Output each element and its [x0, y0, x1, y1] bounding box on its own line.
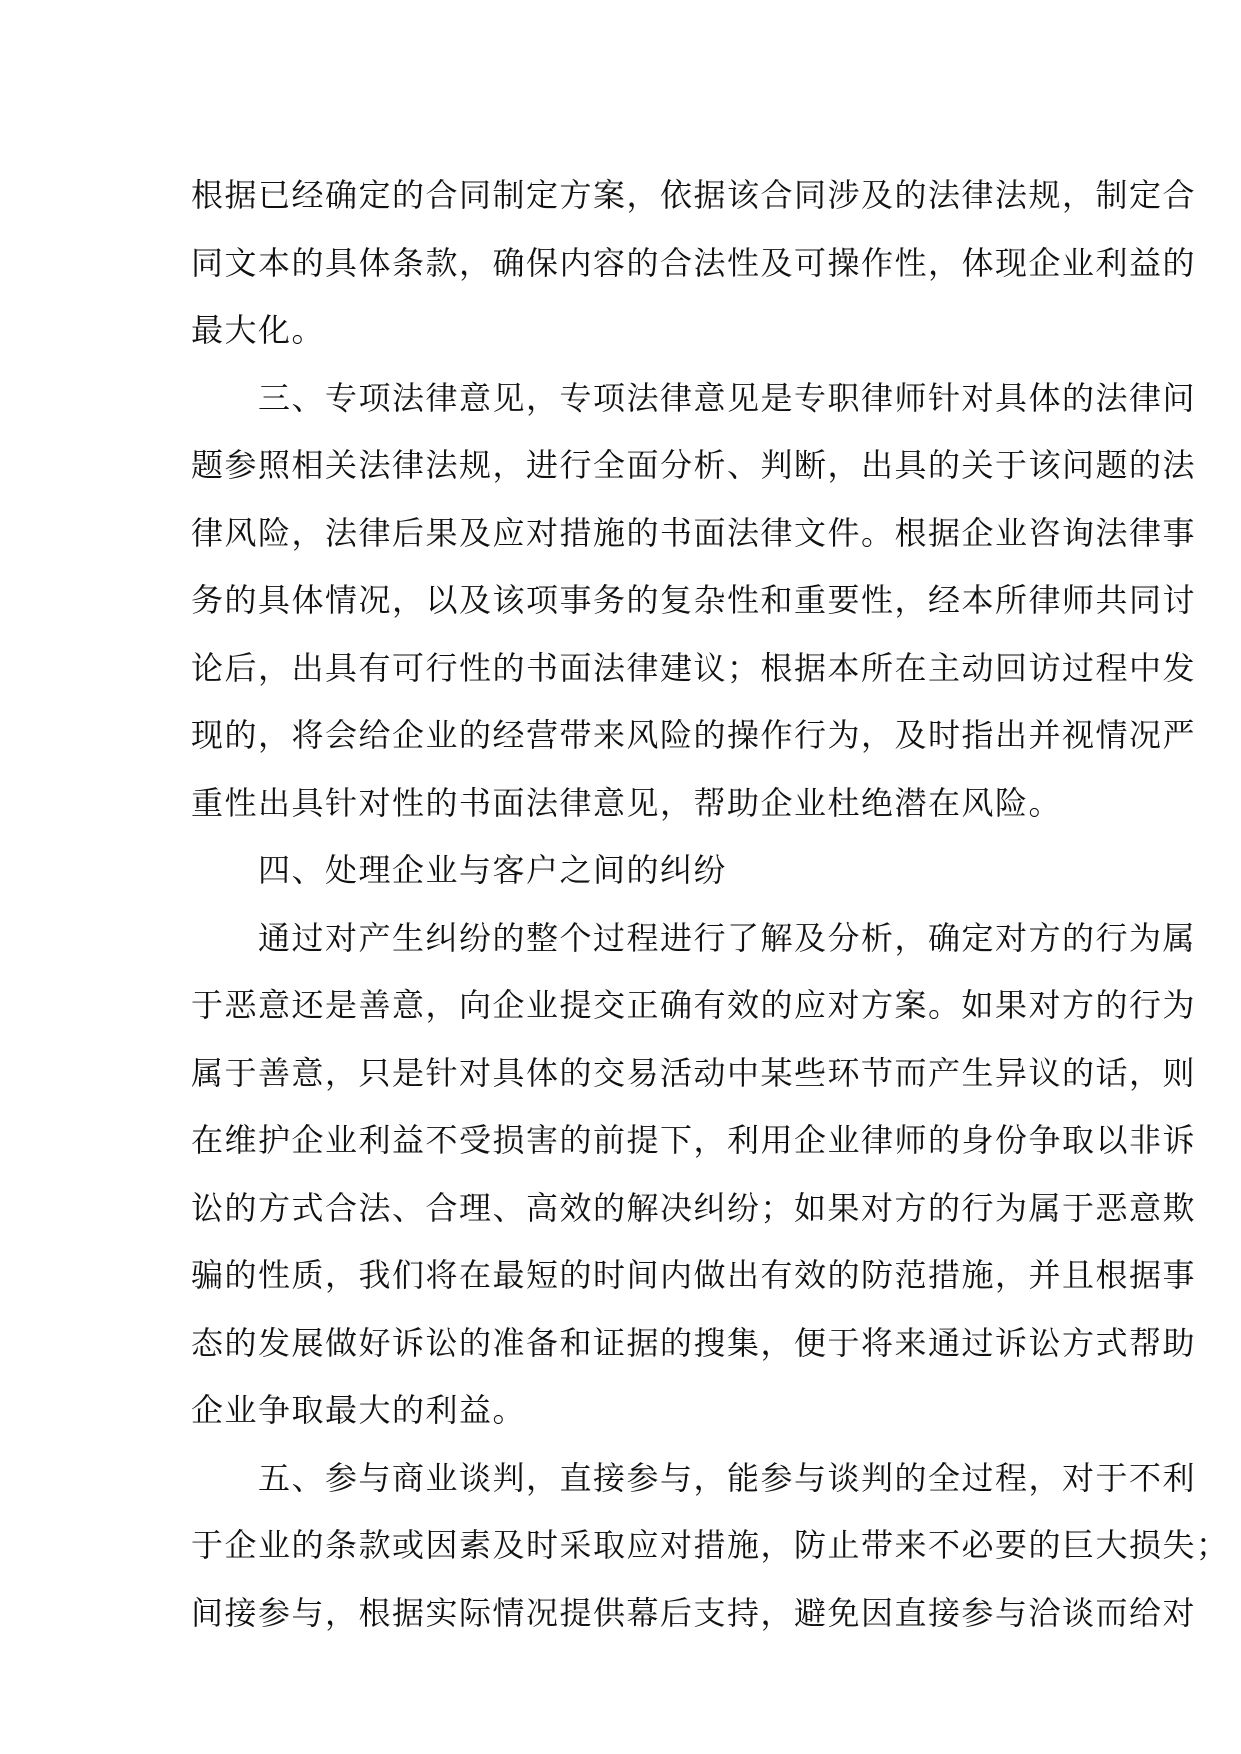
text-line: 属于善意，只是针对具体的交易活动中某些环节而产生异议的话，则 — [191, 1053, 1197, 1092]
text-line: 三、专项法律意见，专项法律意见是专职律师针对具体的法律问 — [191, 378, 1197, 417]
paragraph-contract-drafting — [191, 162, 1197, 365]
paragraph-legal-opinion — [191, 365, 1197, 838]
text-line: 骗的性质，我们将在最短的时间内做出有效的防范措施，并且根据事 — [191, 1256, 1197, 1294]
paragraph-business-negotiation — [191, 1445, 1230, 1648]
text-line: 通过对产生纠纷的整个过程进行了解及分析，确定对方的行为属 — [191, 918, 1197, 957]
text-line: 论后，出具有可行性的书面法律建议；根据本所在主动回访过程中发 — [191, 648, 1197, 687]
text-line: 讼的方式合法、合理、高效的解决纠纷；如果对方的行为属于恶意欺 — [191, 1188, 1197, 1227]
text-line: 于企业的条款或因素及时采取应对措施，防止带来不必要的巨大损失； — [191, 1526, 1230, 1564]
text-line: 务的具体情况，以及该项事务的复杂性和重要性，经本所律师共同讨 — [191, 581, 1197, 619]
text-line: 在维护企业利益不受损害的前提下，利用企业律师的身份争取以非诉 — [191, 1121, 1197, 1159]
document-body — [191, 162, 1230, 1647]
text-line: 同文本的具体条款，确保内容的合法性及可操作性，体现企业利益的 — [191, 243, 1197, 282]
text-line: 律风险，法律后果及应对措施的书面法律文件。根据企业咨询法律事 — [191, 513, 1197, 552]
text-line: 企业争取最大的利益。 — [191, 1391, 527, 1429]
text-line: 四、处理企业与客户之间的纠纷 — [191, 851, 728, 889]
text-line: 于恶意还是善意，向企业提交正确有效的应对方案。如果对方的行为 — [191, 986, 1197, 1024]
text-line: 题参照相关法律法规，进行全面分析、判断，出具的关于该问题的法 — [191, 446, 1197, 484]
text-line: 根据已经确定的合同制定方案，依据该合同涉及的法律法规，制定合 — [191, 176, 1197, 214]
text-line: 最大化。 — [191, 311, 326, 349]
text-line: 现的，将会给企业的经营带来风险的操作行为，及时指出并视情况严 — [191, 716, 1197, 754]
text-line: 间接参与，根据实际情况提供幕后支持，避免因直接参与洽谈而给对 — [191, 1593, 1197, 1632]
text-line: 重性出具针对性的书面法律意见，帮助企业杜绝潜在风险。 — [191, 783, 1063, 822]
paragraph-dispute-handling — [191, 905, 1197, 1445]
text-line: 态的发展做好诉讼的准备和证据的搜集，便于将来通过诉讼方式帮助 — [191, 1323, 1197, 1362]
section-heading-disputes — [191, 837, 1051, 905]
text-line: 五、参与商业谈判，直接参与，能参与谈判的全过程，对于不利 — [191, 1458, 1197, 1497]
